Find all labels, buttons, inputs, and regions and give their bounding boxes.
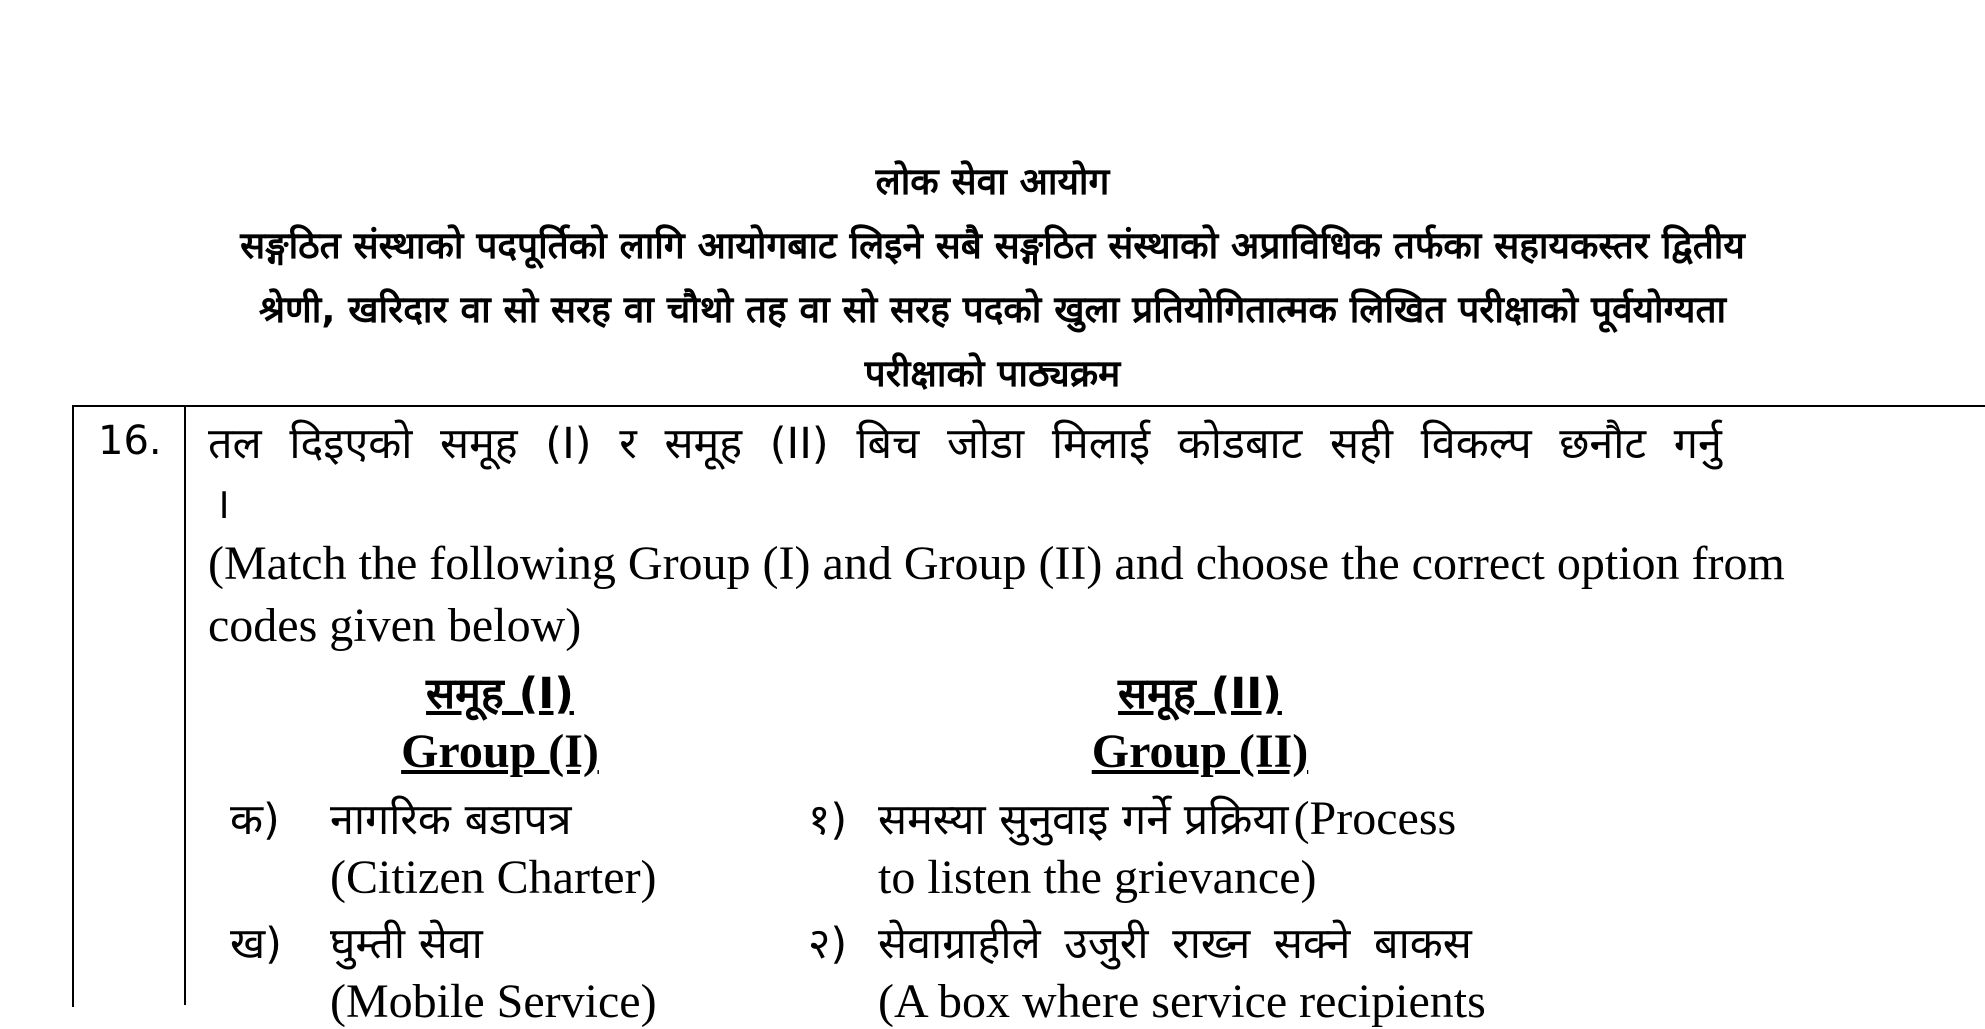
group-2-item-marker: १) xyxy=(808,795,848,845)
question-number: 16. xyxy=(98,418,162,464)
group-2-item-text-english: (A box where service recipients xyxy=(878,975,1486,1028)
group-2-item-text-english: (Process xyxy=(1293,792,1457,845)
question-text-nepali: तल दिइएको समूह (I) र समूह (II) बिच जोडा मिलाई कोडबाट सही विकल्प छनौट गर्नु xyxy=(208,419,1722,469)
document-subtitle-line-1: सङ्गठित संस्थाको पदपूर्तिको लागि आयोगबाट लिइने सबै सङ्गठित संस्थाको अप्राविधिक तर्फका सहायकस्तर द्वितीय xyxy=(240,224,1745,267)
document-subtitle-line-2: श्रेणी, खरिदार वा सो सरह वा चौथो तह वा सो सरह पदको खुला प्रतियोगितात्मक लिखित परीक्षाको पूर्वयोग्यता xyxy=(258,288,1727,331)
group-1-item-text: नागरिक बडापत्र xyxy=(330,795,572,845)
group-1-item-marker: ख) xyxy=(230,919,282,969)
group-2-item-marker: २) xyxy=(808,919,848,969)
group-1-item-text-english: (Mobile Service) xyxy=(330,975,657,1028)
group-2-heading-nepali: समूह (II) xyxy=(1118,669,1282,719)
group-1-item-text-english: (Citizen Charter) xyxy=(330,851,657,904)
group-1-heading-english: Group (I) xyxy=(401,725,599,778)
document-title: लोक सेवा आयोग xyxy=(875,160,1110,203)
group-1-item-text: घुम्ती सेवा xyxy=(330,919,483,969)
group-1-item-marker: क) xyxy=(230,795,280,845)
group-2-heading-english: Group (II) xyxy=(1091,725,1309,778)
question-text-english-line-2: codes given below) xyxy=(208,599,582,652)
question-column-divider xyxy=(184,405,186,1005)
group-2-item-text: सेवाग्राहीले उजुरी राख्न सक्ने बाकस xyxy=(878,919,1472,969)
group-2-item-text-nepali: समस्या सुनुवाइ गर्ने प्रक्रिया xyxy=(878,795,1289,845)
group-2-item-line-1 xyxy=(878,788,1456,847)
question-text-english-line-1: (Match the following Group (I) and Group (II) and choose the correct option from xyxy=(208,537,1785,590)
question-text-nepali-end: । xyxy=(214,479,231,529)
group-2-item-text-english-cont: to listen the grievance) xyxy=(878,851,1317,904)
document-subtitle-line-3: परीक्षाको पाठ्यक्रम xyxy=(864,352,1121,395)
group-1-heading-nepali: समूह (I) xyxy=(426,669,574,719)
